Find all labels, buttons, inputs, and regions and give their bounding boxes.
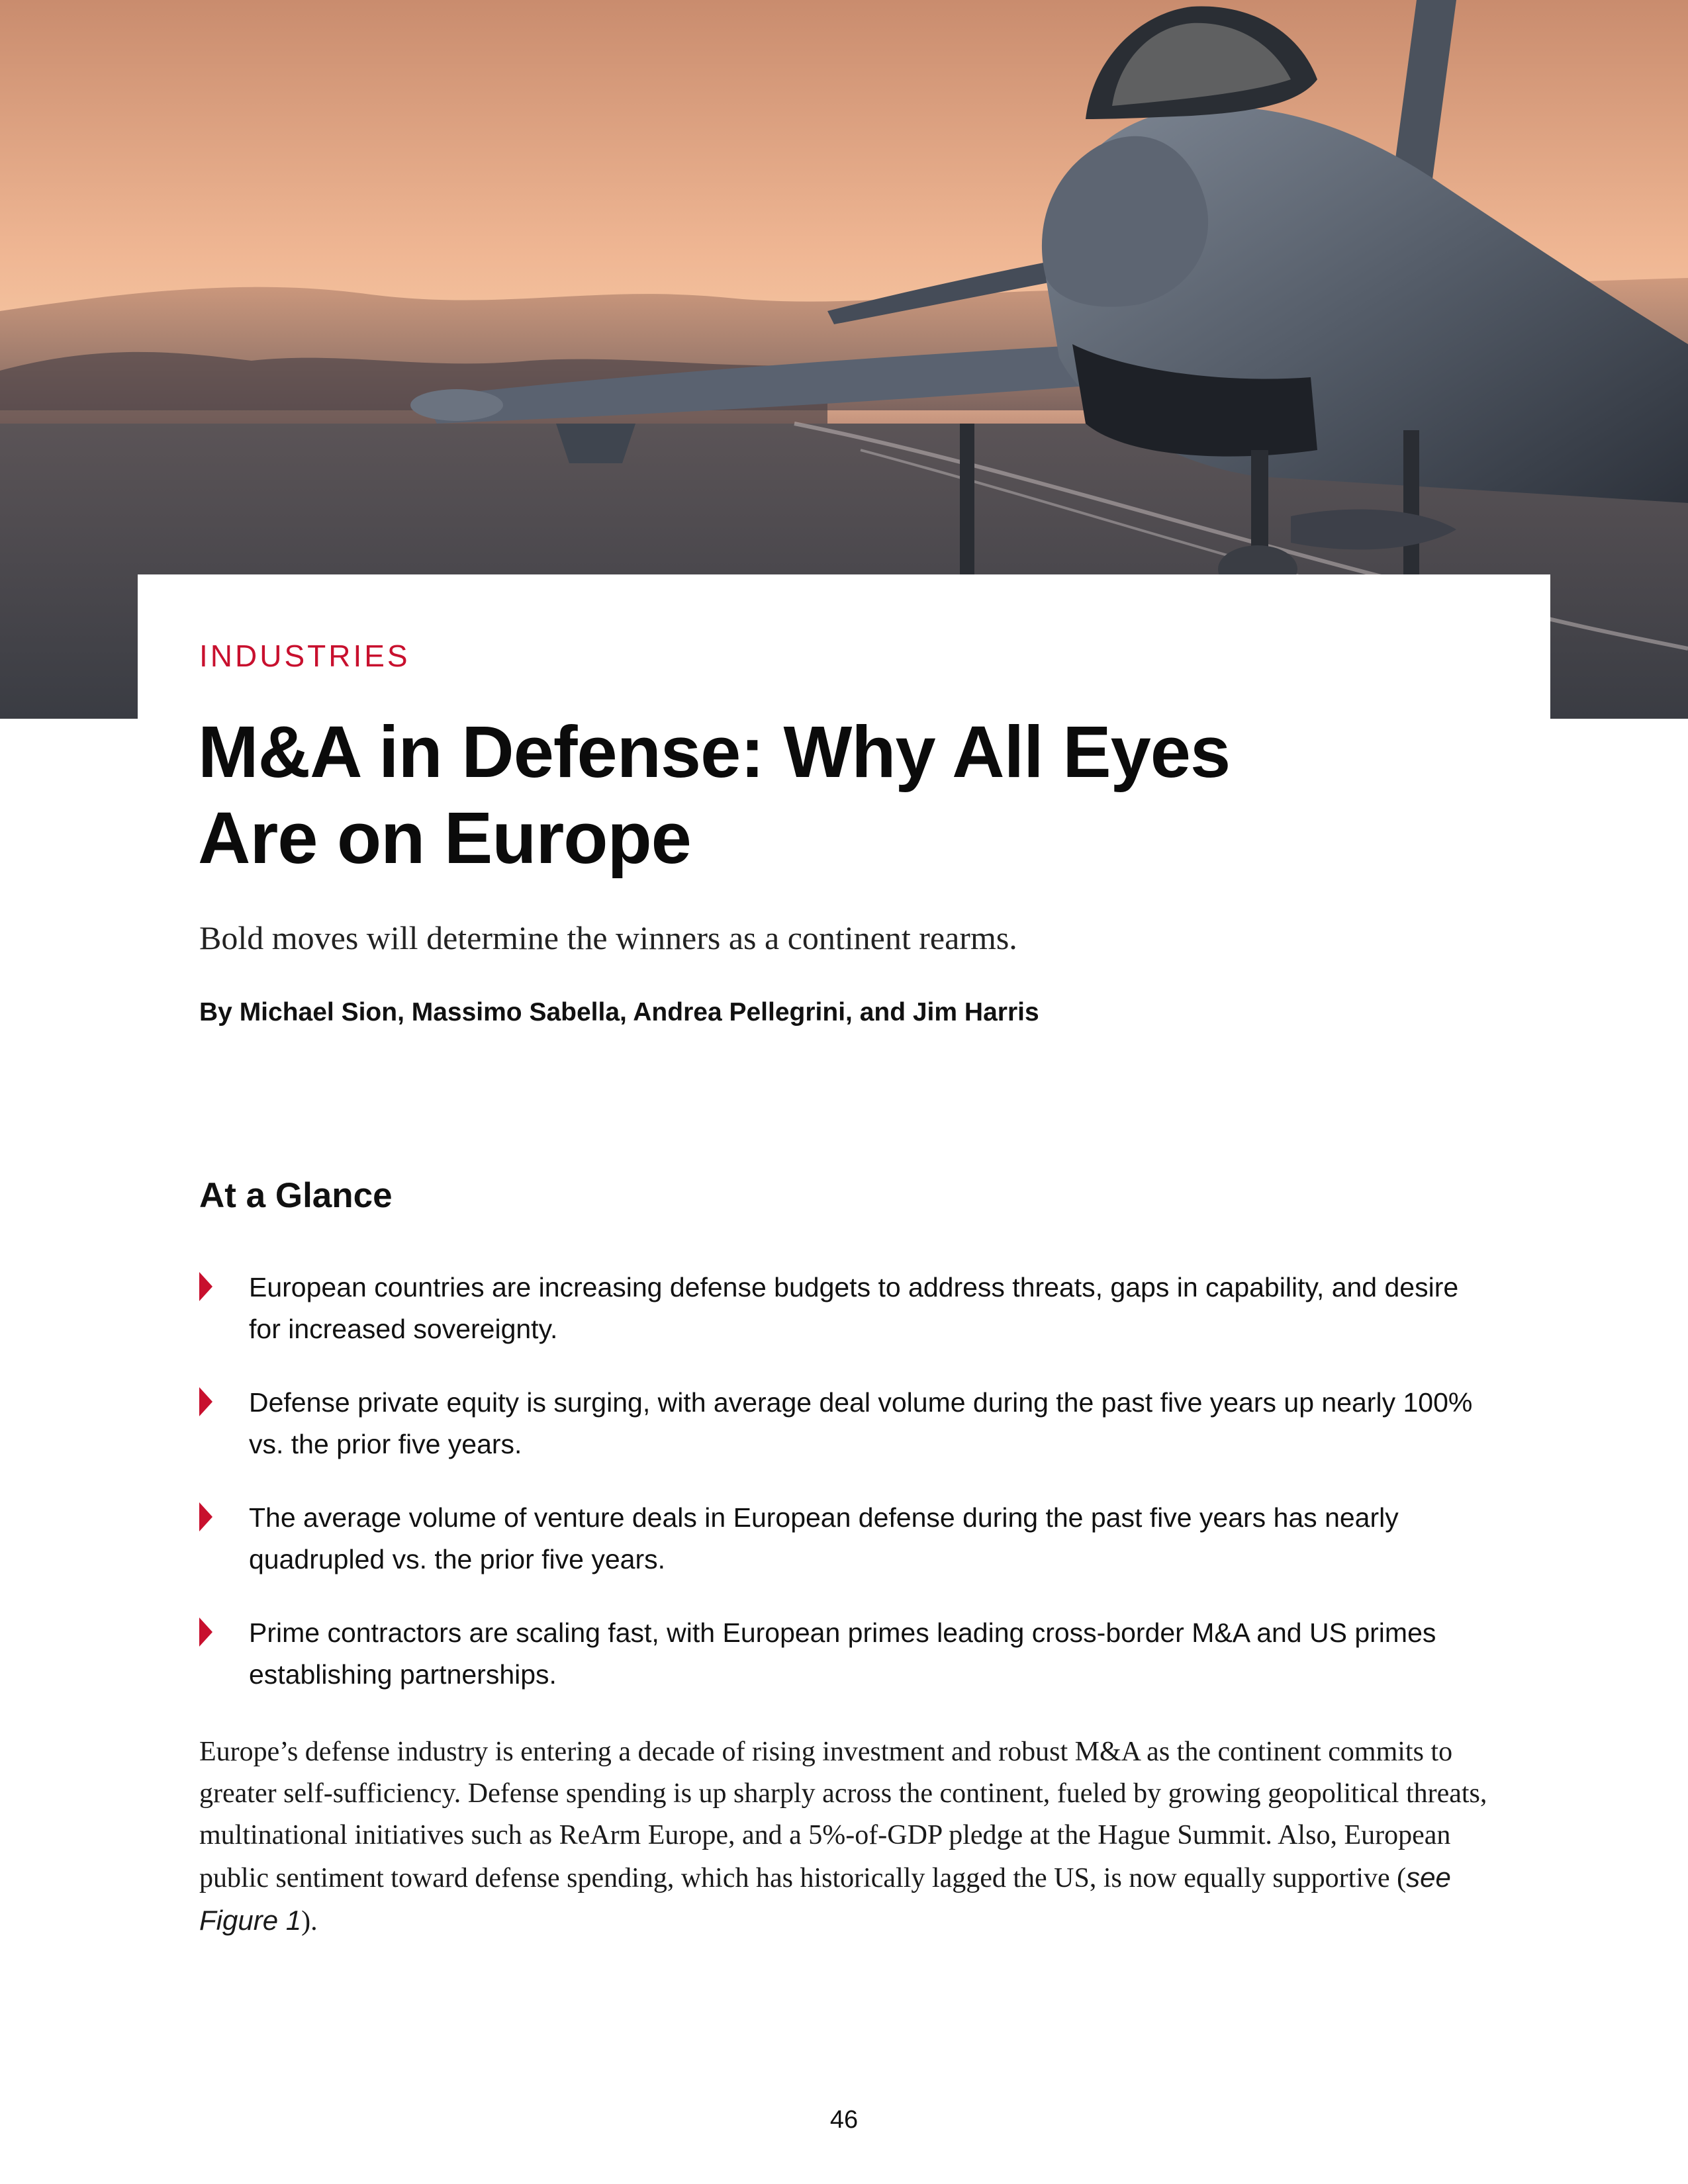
at-a-glance-list [199,1267,1497,1727]
list-item [199,1382,1497,1465]
page-number: 46 [829,2106,859,2134]
list-item-text: European countries are increasing defense budgets to address threats, gaps in capability, and desire for increased sovereignty. [249,1272,1459,1344]
at-a-glance-heading: At a Glance [199,1176,393,1215]
red-arrow-bullet-icon [199,1502,212,1531]
list-item-text: The average volume of venture deals in European defense during the past five years has nearly quadrupled vs. the prior five years. [249,1502,1399,1574]
section-label[interactable]: INDUSTRIES [199,639,410,673]
list-item [199,1267,1497,1350]
red-arrow-bullet-icon [199,1387,212,1416]
subtitle: Bold moves will determine the winners as a continent rearms. [199,919,1017,956]
list-item-text: Prime contractors are scaling fast, with European primes leading cross-border M&A and US primes establishing partnerships. [249,1617,1436,1690]
body-paragraph-end: ). [301,1906,318,1936]
red-arrow-bullet-icon [199,1272,212,1301]
list-item [199,1612,1497,1696]
body-paragraph-text: Europe’s defense industry is entering a decade of rising investment and robust M&A as the continent commits to greater self-sufficiency. Defense spending is up sharply across the continent, fueled by growing geopolitical threats, multinational initiatives such as ReArm Europe, and a 5%-of-GDP pledge at the Hague Summit. Also, European public sentiment toward defense spending, which has historically lagged the US, is now equally supportive ( [199,1737,1487,1893]
byline: By Michael Sion, Massimo Sabella, Andrea Pellegrini, and Jim Harris [199,998,1039,1026]
red-arrow-bullet-icon [199,1617,212,1647]
figure-reference-link[interactable]: see Figure 1 [199,1862,1451,1936]
list-item [199,1497,1497,1580]
body-paragraph [199,1731,1497,1942]
page-title: M&A in Defense: Why All Eyes Are on Europe [198,711,1231,879]
list-item-text: Defense private equity is surging, with average deal volume during the past five years up nearly 100% vs. the prior five years. [249,1387,1473,1459]
